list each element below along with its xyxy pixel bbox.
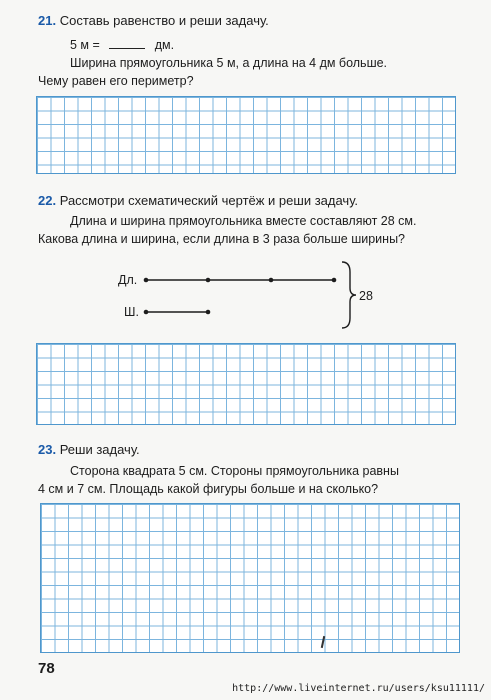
footer-url[interactable]: http://www.liveinternet.ru/users/ksu11111/ [232, 683, 485, 694]
equation-left: 5 м = [70, 38, 100, 52]
segment-diagram-svg [110, 258, 373, 330]
length-label: Дл. [118, 273, 138, 287]
sum-label: 28 [359, 289, 373, 303]
task-21-heading [38, 13, 269, 29]
task-21-equation [70, 36, 174, 53]
page-number: 78 [38, 660, 55, 677]
length-point-3 [269, 278, 274, 283]
width-label: Ш. [124, 305, 139, 319]
task-21-text-line-2: Чему равен его периметр? [38, 74, 194, 88]
task-21-answer-grid[interactable] [36, 96, 456, 174]
task-21-number: 21. [38, 13, 57, 28]
task-22-answer-grid[interactable] [36, 343, 456, 425]
task-23-text-line-2: 4 см и 7 см. Площадь какой фигуры больше и на сколько? [38, 482, 379, 496]
task-23-title: Реши задачу. [59, 442, 140, 457]
length-point-2 [206, 278, 211, 283]
task-23-heading [38, 442, 140, 458]
task-22-number: 22. [38, 193, 57, 208]
segment-diagram [110, 258, 373, 330]
task-23-answer-grid[interactable] [40, 503, 460, 653]
task-22-text-line-1: Длина и ширина прямоугольника вместе составляют 28 см. [70, 214, 417, 228]
answer-blank[interactable] [109, 36, 145, 49]
task-21-title: Составь равенство и реши задачу. [59, 13, 269, 28]
width-point-2 [206, 310, 211, 315]
task-21-text-line-1: Ширина прямоугольника 5 м, а длина на 4 дм больше. [70, 56, 388, 70]
length-point-1 [144, 278, 149, 283]
task-23-number: 23. [38, 442, 57, 457]
task-22-title: Рассмотри схематический чертёж и реши задачу. [59, 193, 358, 208]
length-point-4 [332, 278, 337, 283]
task-22-heading [38, 193, 358, 209]
curly-brace [342, 262, 356, 328]
task-22-text-line-2: Какова длина и ширина, если длина в 3 раза больше ширины? [38, 232, 406, 246]
task-23-text-line-1: Сторона квадрата 5 см. Стороны прямоугольника равны [70, 464, 399, 478]
width-point-1 [144, 310, 149, 315]
equation-right: дм. [154, 38, 175, 52]
